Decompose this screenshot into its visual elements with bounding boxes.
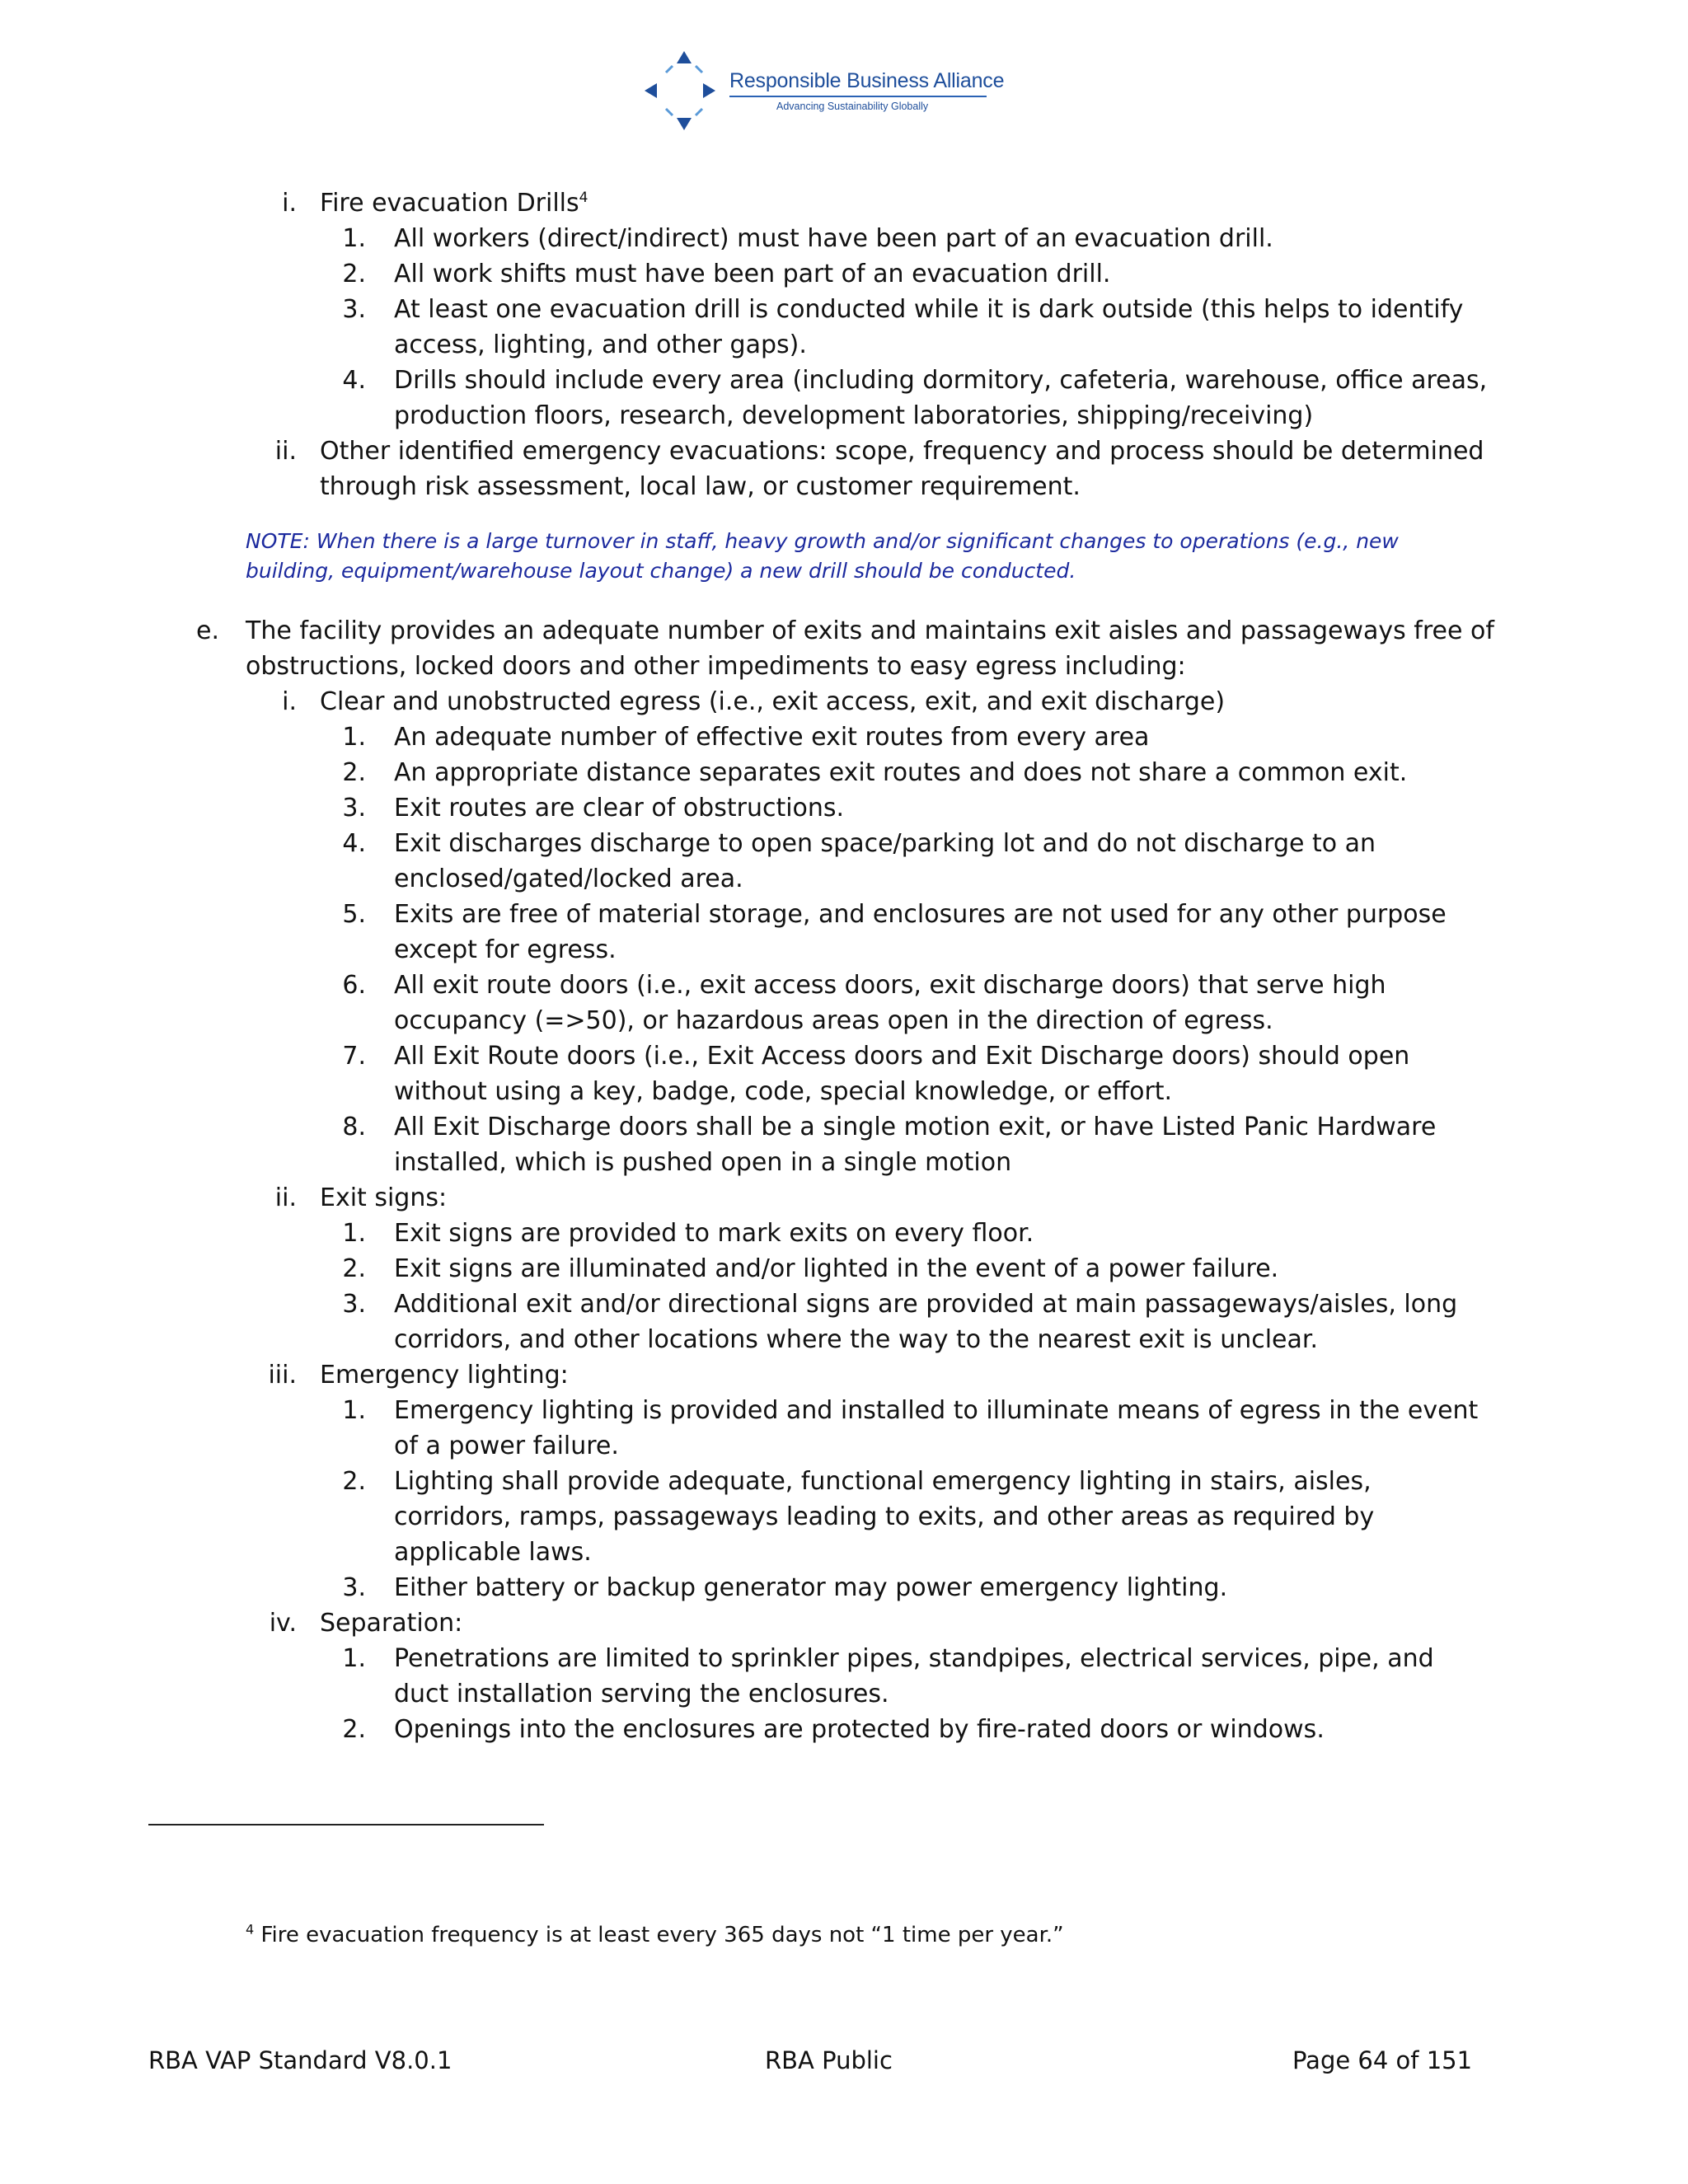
list-item: All workers (direct/indirect) must have been part of an evacuation drill. bbox=[394, 224, 1273, 253]
list-item-continued: duct installation serving the enclosures. bbox=[394, 1680, 889, 1708]
section-text-continued: through risk assessment, local law, or customer requirement. bbox=[320, 472, 1081, 501]
list-item-continued: without using a key, badge, code, special knowledge, or effort. bbox=[394, 1077, 1173, 1106]
list-number: 3. bbox=[342, 295, 366, 324]
list-number: 1. bbox=[342, 1396, 366, 1425]
list-item-continued: of a power failure. bbox=[394, 1432, 619, 1460]
list-number: 1. bbox=[342, 723, 366, 752]
list-item-continued: applicable laws. bbox=[394, 1538, 592, 1567]
list-number: 8. bbox=[342, 1113, 366, 1141]
list-item: At least one evacuation drill is conducted while it is dark outside (this helps to identify bbox=[394, 295, 1464, 324]
list-number: 3. bbox=[342, 1290, 366, 1319]
list-item-continued: corridors, ramps, passageways leading to exits, and other areas as required by bbox=[394, 1502, 1375, 1531]
list-number: 5. bbox=[342, 900, 366, 929]
list-marker: e. bbox=[196, 616, 219, 645]
list-item-continued: corridors, and other locations where the way to the nearest exit is unclear. bbox=[394, 1325, 1319, 1354]
list-item: Emergency lighting is provided and installed to illuminate means of egress in the event bbox=[394, 1396, 1479, 1425]
list-number: 3. bbox=[342, 794, 366, 823]
list-item-continued: occupancy (=>50), or hazardous areas open in the direction of egress. bbox=[394, 1006, 1273, 1035]
list-number: 1. bbox=[342, 1219, 366, 1248]
list-item: Exits are free of material storage, and enclosures are not used for any other purpose bbox=[394, 900, 1447, 929]
list-number: 4. bbox=[342, 829, 366, 858]
list-item-continued: installed, which is pushed open in a single motion bbox=[394, 1148, 1012, 1177]
list-item-continued: production floors, research, development laboratories, shipping/receiving) bbox=[394, 401, 1314, 430]
note-text-continued: building, equipment/warehouse layout change) a new drill should be conducted. bbox=[246, 559, 1076, 583]
list-marker: iii. bbox=[268, 1361, 297, 1390]
list-item: All exit route doors (i.e., exit access doors, exit discharge doors) that serve high bbox=[394, 971, 1386, 1000]
footer-classification: RBA Public bbox=[765, 2046, 893, 2074]
list-item: All Exit Discharge doors shall be a single motion exit, or have Listed Panic Hardware bbox=[394, 1113, 1437, 1141]
logo-tagline: Advancing Sustainability Globally bbox=[776, 101, 929, 112]
note-text: NOTE: When there is a large turnover in staff, heavy growth and/or significant changes to operations (e.g., new bbox=[246, 529, 1399, 553]
list-marker: i. bbox=[282, 189, 297, 218]
list-marker: iv. bbox=[269, 1609, 297, 1638]
footer-page-number: Page 64 of 151 bbox=[1292, 2046, 1473, 2074]
list-item: Exit routes are clear of obstructions. bbox=[394, 794, 845, 823]
section-heading bbox=[320, 185, 588, 221]
list-number: 3. bbox=[342, 1573, 366, 1602]
section-heading: Separation: bbox=[320, 1609, 463, 1638]
list-number: 1. bbox=[342, 224, 366, 253]
footnote-separator bbox=[148, 1824, 544, 1825]
section-text: The facility provides an adequate number of exits and maintains exit aisles and passageways free of bbox=[246, 616, 1494, 645]
list-item: All work shifts must have been part of an evacuation drill. bbox=[394, 260, 1111, 288]
section-heading: Clear and unobstructed egress (i.e., exit access, exit, and exit discharge) bbox=[320, 687, 1226, 716]
list-item: Either battery or backup generator may power emergency lighting. bbox=[394, 1573, 1228, 1602]
list-item: An adequate number of effective exit routes from every area bbox=[394, 723, 1150, 752]
list-number: 2. bbox=[342, 1467, 366, 1496]
list-item-continued: access, lighting, and other gaps). bbox=[394, 330, 807, 359]
list-item: Openings into the enclosures are protected by fire-rated doors or windows. bbox=[394, 1715, 1325, 1744]
list-number: 2. bbox=[342, 1715, 366, 1744]
list-item-continued: except for egress. bbox=[394, 935, 617, 964]
rba-logo bbox=[643, 49, 1005, 132]
rba-logo-icon bbox=[643, 49, 725, 132]
list-number: 7. bbox=[342, 1042, 366, 1071]
logo-title: Responsible Business Alliance bbox=[729, 69, 1005, 92]
footnote-text: Fire evacuation frequency is at least every 365 days not “1 time per year.” bbox=[260, 1923, 1064, 1947]
list-item: Exit signs are illuminated and/or lighted in the event of a power failure. bbox=[394, 1254, 1279, 1283]
list-item: All Exit Route doors (i.e., Exit Access doors and Exit Discharge doors) should open bbox=[394, 1042, 1410, 1071]
list-item: An appropriate distance separates exit routes and does not share a common exit. bbox=[394, 758, 1408, 787]
list-number: 6. bbox=[342, 971, 366, 1000]
footer-document-name: RBA VAP Standard V8.0.1 bbox=[148, 2046, 452, 2074]
section-heading: Exit signs: bbox=[320, 1183, 448, 1212]
section-text-continued: obstructions, locked doors and other impediments to easy egress including: bbox=[246, 652, 1186, 681]
list-item: Additional exit and/or directional signs are provided at main passageways/aisles, long bbox=[394, 1290, 1458, 1319]
list-item: Exit signs are provided to mark exits on every floor. bbox=[394, 1219, 1034, 1248]
footnote-number: 4 bbox=[246, 1921, 255, 1938]
list-item: Exit discharges discharge to open space/parking lot and do not discharge to an bbox=[394, 829, 1376, 858]
list-marker: ii. bbox=[274, 1183, 297, 1212]
list-marker: ii. bbox=[274, 437, 297, 466]
section-heading: Emergency lighting: bbox=[320, 1361, 569, 1390]
list-item: Penetrations are limited to sprinkler pipes, standpipes, electrical services, pipe, and bbox=[394, 1644, 1434, 1673]
list-number: 4. bbox=[342, 366, 366, 395]
footnote bbox=[246, 1920, 1064, 1950]
footnote-ref: 4 bbox=[579, 190, 588, 206]
list-number: 2. bbox=[342, 260, 366, 288]
logo-divider bbox=[729, 96, 987, 97]
list-item: Drills should include every area (including dormitory, cafeteria, warehouse, office areas, bbox=[394, 366, 1488, 395]
section-text: Other identified emergency evacuations: scope, frequency and process should be determined bbox=[320, 437, 1484, 466]
list-item-continued: enclosed/gated/locked area. bbox=[394, 865, 743, 893]
list-number: 2. bbox=[342, 758, 366, 787]
list-marker: i. bbox=[282, 687, 297, 716]
heading-text: Fire evacuation Drills bbox=[320, 189, 579, 218]
list-item: Lighting shall provide adequate, functional emergency lighting in stairs, aisles, bbox=[394, 1467, 1372, 1496]
list-number: 2. bbox=[342, 1254, 366, 1283]
list-number: 1. bbox=[342, 1644, 366, 1673]
